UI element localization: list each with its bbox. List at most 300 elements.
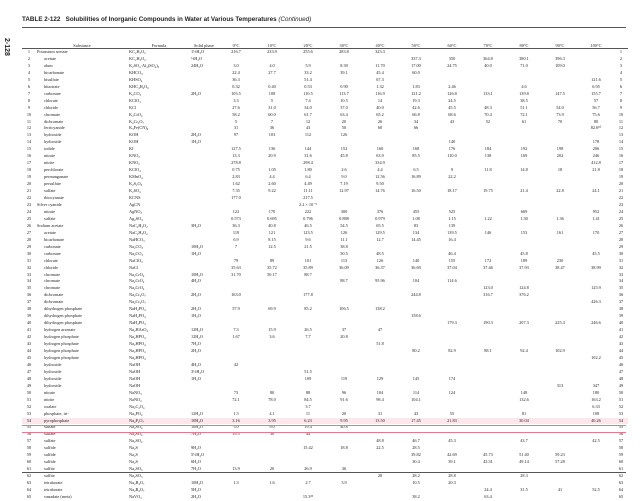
row-number-right: 39 xyxy=(618,313,624,319)
table-row xyxy=(22,355,628,362)
table-row xyxy=(22,369,628,376)
solubility-cell: 43.7 xyxy=(520,438,528,444)
solubility-cell xyxy=(434,494,470,501)
solubility-cell: 14.8 xyxy=(520,167,528,173)
solubility-cell: 61 xyxy=(521,118,527,124)
solubility-cell xyxy=(506,244,542,251)
substance-cell: chlorate xyxy=(44,257,58,263)
substance-cell: alum xyxy=(44,62,53,68)
solubility-cell xyxy=(218,341,254,348)
solubility-cell: 104 xyxy=(412,278,420,284)
solubility-cell: 6.5 xyxy=(413,167,419,173)
solubility-cell xyxy=(542,376,578,383)
solubility-cell: 4.1 xyxy=(269,410,275,416)
formula-cell: KCl xyxy=(129,104,137,110)
solubility-cell xyxy=(470,132,506,139)
substance-cell: hydroxide xyxy=(44,382,62,388)
solubility-cell: 43 xyxy=(413,410,419,416)
solubility-cell: 84.5 xyxy=(304,396,312,402)
solubility-cell xyxy=(542,438,578,445)
formula-cell: Na₂SO₄ xyxy=(129,431,143,437)
solubility-cell: 30 xyxy=(269,431,275,437)
solubility-cell: 9.95 xyxy=(326,418,362,425)
formula-cell: Na₂SO₃ xyxy=(129,473,143,479)
solid-phase-cell: 5H₂O xyxy=(191,487,201,493)
solubility-cell: 119 xyxy=(232,229,240,235)
substance-cell: nitrate xyxy=(44,389,55,395)
row-number: 41 xyxy=(26,327,32,333)
solubility-cell xyxy=(398,334,434,341)
solubility-cell: 39.1 xyxy=(448,459,456,465)
row-number-right: 62 xyxy=(618,473,624,479)
solubility-cell: 12 xyxy=(305,118,311,124)
solubility-cell xyxy=(434,355,470,362)
solubility-cell xyxy=(218,494,254,501)
solubility-cell: 36.3 xyxy=(232,76,240,82)
solubility-cell xyxy=(542,195,578,202)
solubility-cell: 139.8 xyxy=(519,90,529,96)
solubility-cell xyxy=(254,299,290,306)
solubility-cell: 17.00 xyxy=(411,62,421,68)
solubility-cell: 79 xyxy=(233,257,239,263)
solubility-cell: 98.4 xyxy=(376,396,384,402)
solubility-cell: 0.695 xyxy=(267,215,277,221)
row-number-right: 2 xyxy=(619,55,623,61)
solubility-cell xyxy=(578,445,614,452)
substance-cell: chromate xyxy=(44,285,60,291)
row-number-right: 58 xyxy=(618,445,624,451)
solubility-cell: 60.0 xyxy=(412,69,420,75)
solubility-cell xyxy=(326,160,362,167)
row-number: 57 xyxy=(26,438,32,444)
solubility-cell xyxy=(542,202,578,209)
solubility-cell xyxy=(578,181,614,188)
solubility-cell: 47 xyxy=(377,327,383,333)
table-row xyxy=(22,272,628,279)
solubility-cell: 380.1 xyxy=(519,55,529,61)
solubility-cell xyxy=(578,480,614,487)
solubility-cell: 170 xyxy=(592,229,600,235)
solubility-cell xyxy=(470,369,506,376)
solubility-cell xyxy=(362,292,398,299)
solubility-cell: 246.6 xyxy=(591,320,601,326)
solubility-cell xyxy=(578,473,614,480)
column-header: 20°C xyxy=(290,30,326,49)
solubility-cell xyxy=(254,459,290,466)
substance-cell: Potassium acetate xyxy=(37,49,68,54)
row-number-right: 64 xyxy=(618,487,624,493)
solubility-cell xyxy=(434,49,470,56)
solid-phase-cell xyxy=(190,258,218,265)
solubility-cell: 11.70 xyxy=(375,62,385,68)
substance-cell: hydrogen phosphate xyxy=(44,347,79,353)
solubility-cell xyxy=(326,355,362,362)
formula-cell: Na₂S xyxy=(129,459,138,465)
row-number: 11 xyxy=(26,118,32,124)
row-number: 54 xyxy=(22,418,36,425)
solubility-cell: 396.3 xyxy=(555,55,565,61)
solubility-cell: 114.6 xyxy=(447,278,457,284)
formula-cell: KC₂H₃O₂ xyxy=(129,55,146,61)
solubility-cell: 36.3 xyxy=(232,222,240,228)
solubility-cell: 26 xyxy=(377,118,383,124)
row-number-right: 25 xyxy=(618,215,624,221)
solubility-cell: 15.9 xyxy=(268,327,276,333)
solubility-cell xyxy=(218,404,254,411)
row-number-right: 28 xyxy=(618,236,624,242)
solubility-cell xyxy=(434,160,470,167)
solubility-cell: 126 xyxy=(340,132,348,138)
solid-phase-cell: 2H₂O xyxy=(191,90,201,96)
solubility-cell xyxy=(434,327,470,334)
substance-cell: tetraborate xyxy=(44,480,63,486)
solubility-cell: 19.75 xyxy=(483,188,493,194)
solubility-cell: 412.8 xyxy=(591,160,601,166)
solubility-cell xyxy=(578,334,614,341)
highlight-rule-top xyxy=(22,425,626,426)
formula-cell: Na₂SO₄ xyxy=(129,424,143,430)
row-number-right: 8 xyxy=(619,97,623,103)
solubility-cell: 7 xyxy=(270,118,274,124)
table-row xyxy=(22,418,628,425)
column-header: Formula xyxy=(128,30,190,49)
solubility-cell xyxy=(218,487,254,494)
solubility-cell: 36 xyxy=(269,125,275,131)
formula-cell: KNO₂ xyxy=(129,160,140,166)
solubility-cell xyxy=(362,313,398,320)
solubility-cell xyxy=(506,139,542,146)
solubility-cell xyxy=(542,209,578,216)
solubility-cell: 5 xyxy=(234,118,238,124)
solubility-cell xyxy=(506,202,542,209)
solubility-cell xyxy=(506,383,542,390)
row-number-right: 51 xyxy=(618,396,624,402)
table-row xyxy=(22,181,628,188)
solubility-cell xyxy=(542,445,578,452)
solubility-cell: 50 xyxy=(341,125,347,131)
solubility-cell: 138 xyxy=(484,153,492,159)
substance-cell: bisulfate xyxy=(44,76,59,82)
solubility-cell xyxy=(290,452,326,459)
table-caption: Solubilities of Inorganic Compounds in Water at Various Temperatures xyxy=(65,16,277,23)
solubility-cell: 19.3 xyxy=(412,97,420,103)
solubility-cell xyxy=(506,70,542,77)
solubility-cell: 133.1 xyxy=(483,90,493,96)
row-number: 60 xyxy=(26,459,32,465)
solubility-cell: 11 xyxy=(305,410,311,416)
solid-phase-cell xyxy=(190,209,218,216)
solubility-cell: 28.5 xyxy=(412,445,420,451)
substance-cell: dihydrogen phosphate xyxy=(44,313,83,319)
solubility-cell xyxy=(542,272,578,279)
table-row xyxy=(22,160,628,167)
table-row xyxy=(22,452,628,459)
solid-phase-cell: 24H₂O xyxy=(191,62,204,68)
row-number-right: 47 xyxy=(618,368,624,374)
solubility-cell xyxy=(470,77,506,84)
solubility-cell: 36.09 xyxy=(339,264,349,270)
solubility-cell xyxy=(506,237,542,244)
solubility-cell xyxy=(578,376,614,383)
row-number-right: 19 xyxy=(618,174,624,180)
substance-cell: sulfate xyxy=(44,438,56,444)
solubility-cell xyxy=(542,397,578,404)
solubility-cell xyxy=(470,195,506,202)
solubility-cell xyxy=(506,369,542,376)
solubility-cell: 334.9 xyxy=(375,160,385,166)
solid-phase-cell xyxy=(190,84,218,91)
solubility-cell: 145 xyxy=(412,375,420,381)
row-number: 38 xyxy=(26,306,32,312)
table-row xyxy=(22,438,628,445)
solubility-cell xyxy=(578,459,614,466)
solubility-cell xyxy=(254,56,290,63)
solubility-cell: 121 xyxy=(268,229,276,235)
row-number: 65 xyxy=(26,494,32,499)
solid-phase-cell: 10H₂O xyxy=(190,418,218,425)
solubility-cell xyxy=(434,132,470,139)
solubility-cell: 24.5 xyxy=(448,97,456,103)
solubility-cell xyxy=(506,376,542,383)
solubility-cell: 21.5 xyxy=(304,243,312,249)
solubility-cell: 51.4 xyxy=(304,76,312,82)
substance-cell: tetraborate xyxy=(44,487,63,493)
solubility-cell xyxy=(218,348,254,355)
solubility-cell: 19.5 xyxy=(232,431,240,437)
solubility-cell xyxy=(542,306,578,313)
table-row xyxy=(22,445,628,452)
solubility-cell xyxy=(506,49,542,56)
solid-phase-cell xyxy=(190,202,218,209)
solubility-cell xyxy=(434,445,470,452)
solubility-cell: 42.69 xyxy=(447,452,457,458)
solubility-cell xyxy=(578,341,614,348)
solid-phase-cell xyxy=(190,383,218,390)
table-row xyxy=(22,383,628,390)
solubility-cell xyxy=(398,139,434,146)
row-number: 17 xyxy=(26,160,32,166)
substance-cell: hydrogen arsenate xyxy=(44,327,76,333)
solid-phase-cell: 9H₂O xyxy=(191,445,201,451)
row-number: 33 xyxy=(26,271,32,277)
solubility-cell: 1.3 xyxy=(233,480,239,486)
solubility-cell: 20 xyxy=(341,118,347,124)
solubility-cell xyxy=(362,320,398,327)
solubility-cell: 45.3 xyxy=(448,438,456,444)
solubility-cell: 177.0 xyxy=(231,195,241,201)
solubility-cell: 92.4 xyxy=(520,347,528,353)
row-number-right: 23 xyxy=(618,201,624,207)
row-number-right: 61 xyxy=(618,466,624,472)
solubility-cell: 112 xyxy=(304,132,312,138)
substance-cell: hydroxide xyxy=(44,139,62,145)
solubility-cell: 66 xyxy=(413,125,419,131)
table-row xyxy=(22,77,628,84)
solubility-cell xyxy=(218,452,254,459)
solubility-cell xyxy=(542,244,578,251)
solubility-cell xyxy=(470,278,506,285)
solid-phase-cell: 10H₂O xyxy=(191,480,204,486)
solubility-cell xyxy=(506,77,542,84)
solubility-cell: 101 xyxy=(304,257,312,263)
solubility-cell: 50.17 xyxy=(267,271,277,277)
solubility-cell: 18 xyxy=(557,167,563,173)
solubility-cell xyxy=(506,195,542,202)
row-number: 5 xyxy=(27,76,31,82)
row-number-right: 40 xyxy=(618,320,624,326)
table-row xyxy=(22,494,628,501)
solubility-cell xyxy=(506,223,542,230)
solubility-cell xyxy=(470,480,506,487)
formula-cell: K₂CrO₄ xyxy=(129,111,143,117)
solubility-cell: 42.6 xyxy=(412,104,420,110)
solubility-cell: 31 xyxy=(377,410,383,416)
solubility-cell xyxy=(434,383,470,390)
solubility-cell xyxy=(398,306,434,313)
solubility-cell: 21.83 xyxy=(434,418,470,425)
solubility-cell: 109 xyxy=(304,375,312,381)
solubility-cell: 124 xyxy=(448,389,456,395)
solubility-cell: 1.36 xyxy=(556,215,564,221)
solubility-cell xyxy=(290,285,326,292)
solubility-cell xyxy=(290,251,326,258)
solubility-cell xyxy=(470,355,506,362)
solubility-cell: 113 xyxy=(340,257,348,263)
solid-phase-cell: 2H₂O xyxy=(191,494,201,499)
solubility-cell: 6.95 xyxy=(592,83,600,89)
solubility-cell: 39.82 xyxy=(411,452,421,458)
substance-cell: chlorate xyxy=(44,97,58,103)
solubility-cell xyxy=(542,404,578,411)
solubility-cell xyxy=(326,452,362,459)
solubility-cell: 364.8 xyxy=(483,55,493,61)
row-number-right: 20 xyxy=(618,181,624,187)
solubility-cell xyxy=(542,98,578,105)
solubility-cell: 11.11 xyxy=(303,188,313,194)
solubility-cell: 376.2 xyxy=(519,292,529,298)
table-row xyxy=(22,404,628,411)
row-number-right: 45 xyxy=(618,354,624,360)
solubility-cell: 300 xyxy=(340,208,348,214)
solid-phase-cell xyxy=(190,265,218,272)
solubility-cell: 110.5 xyxy=(303,90,313,96)
formula-cell: K₂SO₄ xyxy=(129,188,141,194)
solubility-cell xyxy=(470,334,506,341)
solubility-cell: 233.9 xyxy=(267,49,277,54)
solubility-cell: 40.8 xyxy=(268,222,276,228)
row-number: 20 xyxy=(26,181,32,187)
solubility-cell: 37 xyxy=(341,327,347,333)
solubility-cell xyxy=(254,313,290,320)
solid-phase-cell: 7H₂O xyxy=(191,341,201,347)
row-number: 28 xyxy=(26,236,32,242)
solubility-cell xyxy=(470,251,506,258)
solubility-cell xyxy=(578,258,614,265)
solubility-cell xyxy=(254,77,290,84)
solubility-cell: 3.3 xyxy=(233,97,239,103)
solubility-cell: 2.7 xyxy=(305,480,311,486)
solubility-cell: 4.0 xyxy=(269,62,275,68)
table-row xyxy=(22,209,628,216)
solid-phase-cell xyxy=(190,285,218,292)
solubility-cell xyxy=(326,285,362,292)
solubility-cell: 67.3 xyxy=(376,76,384,82)
solubility-cell: 12.7 xyxy=(376,236,384,242)
solubility-cell xyxy=(506,355,542,362)
solubility-cell: 109.0 xyxy=(555,62,565,68)
formula-cell: NaOH xyxy=(129,361,141,367)
solubility-cell: 21.8 xyxy=(592,167,600,173)
solubility-cell xyxy=(326,348,362,355)
row-number-right: 3 xyxy=(619,62,623,68)
row-number: 15 xyxy=(26,146,32,152)
table-row xyxy=(22,376,628,383)
solubility-cell: 104.1 xyxy=(411,396,421,402)
solid-phase-cell xyxy=(190,188,218,195)
row-number-right: 55 xyxy=(618,424,624,430)
solubility-cell: 206 xyxy=(592,146,600,152)
formula-cell: Na₂HPO₄ xyxy=(129,341,146,347)
solubility-cell: 217.5 xyxy=(303,195,313,201)
solubility-cell: 155 xyxy=(448,257,456,263)
row-number: 26 xyxy=(26,222,32,228)
solubility-cell xyxy=(290,348,326,355)
formula-cell: KClO₃ xyxy=(129,97,141,103)
row-number: 49 xyxy=(26,382,32,388)
solubility-cell xyxy=(578,56,614,63)
solubility-cell xyxy=(398,327,434,334)
solubility-cell: 70 xyxy=(557,118,563,124)
solubility-cell xyxy=(470,181,506,188)
solubility-cell: 8.15 xyxy=(268,236,276,242)
solubility-cell xyxy=(578,174,614,181)
solubility-cell: 46.7 xyxy=(412,438,420,444)
solubility-cell: 108 xyxy=(592,410,600,416)
solubility-cell: 36.37 xyxy=(375,264,385,270)
row-number-right: 4 xyxy=(619,69,623,75)
substance-cell: perchlorate xyxy=(44,167,64,173)
solubility-cell xyxy=(542,125,578,132)
table-row xyxy=(22,390,628,397)
solubility-cell xyxy=(398,132,434,139)
solubility-cell: 35.72 xyxy=(267,264,277,270)
solubility-cell xyxy=(326,272,362,279)
solubility-cell xyxy=(254,362,290,369)
formula-cell: KHCO₃ xyxy=(129,69,143,75)
solubility-cell: 46.4 xyxy=(448,250,456,256)
solubility-cell: 88 xyxy=(305,389,311,395)
formula-cell: Na₂Cr₂O₇ xyxy=(129,292,146,298)
substance-cell: phosphate, tri- xyxy=(44,410,69,416)
solubility-cell xyxy=(290,139,326,146)
substance-cell: nitrate xyxy=(44,153,55,159)
solubility-cell: 13.9 xyxy=(232,466,240,472)
solubility-cell: 5 xyxy=(270,97,274,103)
solubility-cell: 45.5 xyxy=(448,104,456,110)
solubility-cell: 426.3 xyxy=(591,299,601,305)
solubility-cell: 9.0 xyxy=(341,174,347,180)
row-number-right: 30 xyxy=(618,250,624,256)
solubility-cell xyxy=(218,369,254,376)
solubility-cell xyxy=(434,334,470,341)
solubility-cell xyxy=(254,341,290,348)
solubility-cell: 163.0 xyxy=(231,292,241,298)
row-number-right: 7 xyxy=(619,90,623,96)
solubility-cell: 65.5 xyxy=(376,222,384,228)
column-header: 40°C xyxy=(362,30,398,49)
solubility-cell: 144 xyxy=(304,146,312,152)
formula-cell: Na₂SO₃ xyxy=(129,466,143,472)
